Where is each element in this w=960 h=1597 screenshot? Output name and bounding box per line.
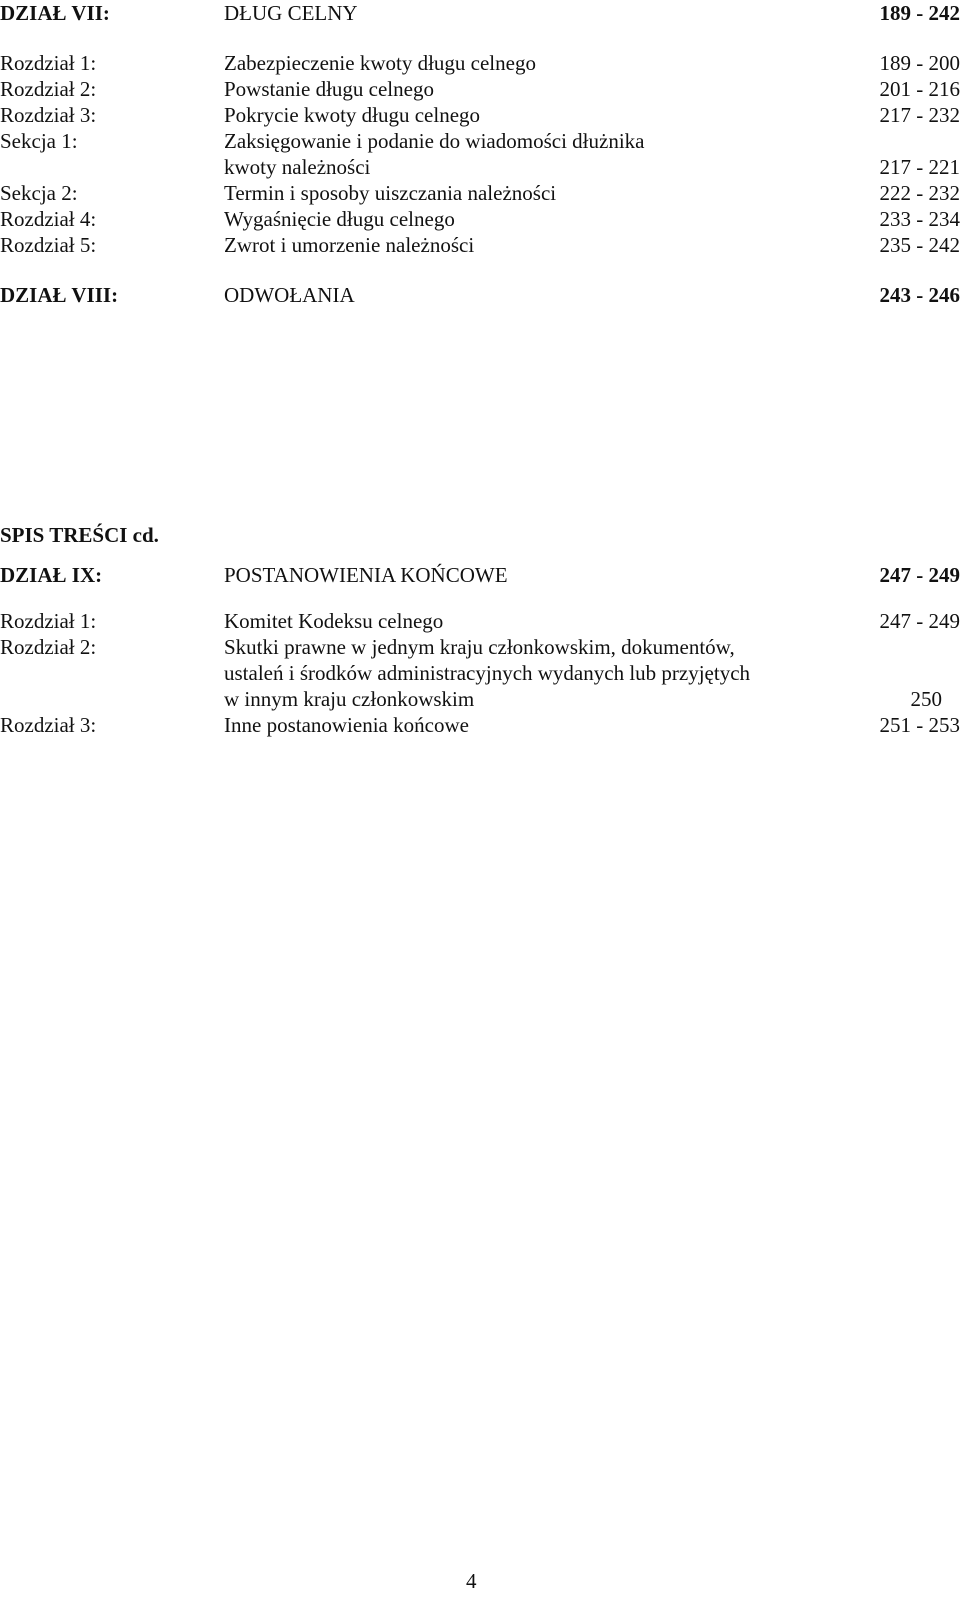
toc-entry-continuation xyxy=(0,660,960,686)
toc-entry-pages: 247 - 249 xyxy=(879,563,960,587)
toc-entry-title: POSTANOWIENIA KOŃCOWE xyxy=(224,563,508,587)
toc-entry-dzial-ix xyxy=(0,562,960,588)
toc-entry-pages: 222 - 232 xyxy=(879,181,960,205)
toc-entry-pages: 247 - 249 xyxy=(879,609,960,633)
toc-entry-title: Skutki prawne w jednym kraju członkowskim, dokumentów, xyxy=(224,635,735,659)
toc-entry-title: Komitet Kodeksu celnego xyxy=(224,609,444,633)
toc-entry-title: ODWOŁANIA xyxy=(224,283,355,307)
toc-entry-pages: 217 - 221 xyxy=(879,155,960,179)
toc-entry-pages: 217 - 232 xyxy=(879,103,960,127)
toc-entry xyxy=(0,76,960,102)
toc-entry xyxy=(0,712,960,738)
toc-entry-label: Rozdział 2: xyxy=(0,635,97,659)
toc-entry-label: Rozdział 1: xyxy=(0,609,97,633)
toc-entry-title: Wygaśnięcie długu celnego xyxy=(224,207,455,231)
toc-entry-title: kwoty należności xyxy=(224,155,371,179)
toc-entry xyxy=(0,50,960,76)
section-heading: SPIS TREŚCI cd. xyxy=(0,523,159,547)
toc-entry-title: Zabezpieczenie kwoty długu celnego xyxy=(224,51,536,75)
toc-entry-pages: 250 xyxy=(910,687,942,711)
toc-entry-pages: 235 - 242 xyxy=(879,233,960,257)
toc-entry xyxy=(0,102,960,128)
toc-entry-label: DZIAŁ VII: xyxy=(0,1,110,25)
toc-entry-dzial-vii xyxy=(0,0,960,26)
toc-entry-pages: 201 - 216 xyxy=(879,77,960,101)
toc-entry-title: Powstanie długu celnego xyxy=(224,77,434,101)
page-number: 4 xyxy=(466,1569,477,1593)
toc-entry-pages: 251 - 253 xyxy=(879,713,960,737)
toc-entry-dzial-viii xyxy=(0,282,960,308)
toc-entry-pages: 189 - 242 xyxy=(879,1,960,25)
toc-entry-label: Rozdział 1: xyxy=(0,51,97,75)
toc-entry xyxy=(0,128,960,154)
toc-entry-label: Sekcja 1: xyxy=(0,129,78,153)
toc-block-1 xyxy=(0,0,960,308)
toc-entry xyxy=(0,180,960,206)
toc-entry-label: Sekcja 2: xyxy=(0,181,78,205)
toc-entry-continuation xyxy=(0,686,960,712)
toc-entry xyxy=(0,608,960,634)
toc-entry xyxy=(0,634,960,660)
toc-entry-title: Zwrot i umorzenie należności xyxy=(224,233,475,257)
toc-entry-continuation xyxy=(0,154,960,180)
toc-entry-title: Pokrycie kwoty długu celnego xyxy=(224,103,481,127)
toc-entry-title: w innym kraju członkowskim xyxy=(224,687,475,711)
toc-entry-title: DŁUG CELNY xyxy=(224,1,358,25)
toc-entry-title: Zaksięgowanie i podanie do wiadomości dłużnika xyxy=(224,129,645,153)
toc-entry-pages: 243 - 246 xyxy=(879,283,960,307)
toc-entry-label: Rozdział 4: xyxy=(0,207,97,231)
toc-entry-label: DZIAŁ VIII: xyxy=(0,283,119,307)
toc-entry-label: DZIAŁ IX: xyxy=(0,563,103,587)
toc-entry xyxy=(0,232,960,258)
toc-entry xyxy=(0,206,960,232)
toc-entry-label: Rozdział 3: xyxy=(0,713,97,737)
toc-entry-pages: 189 - 200 xyxy=(879,51,960,75)
toc-entry-label: Rozdział 5: xyxy=(0,233,97,257)
toc-entry-label: Rozdział 2: xyxy=(0,77,97,101)
toc-entry-label: Rozdział 3: xyxy=(0,103,97,127)
toc-entry-pages: 233 - 234 xyxy=(879,207,960,231)
toc-entry-title: Termin i sposoby uiszczania należności xyxy=(224,181,557,205)
toc-entry-title: ustaleń i środków administracyjnych wydanych lub przyjętych xyxy=(224,661,751,685)
toc-entry-title: Inne postanowienia końcowe xyxy=(224,713,469,737)
toc-block-2 xyxy=(0,562,960,738)
